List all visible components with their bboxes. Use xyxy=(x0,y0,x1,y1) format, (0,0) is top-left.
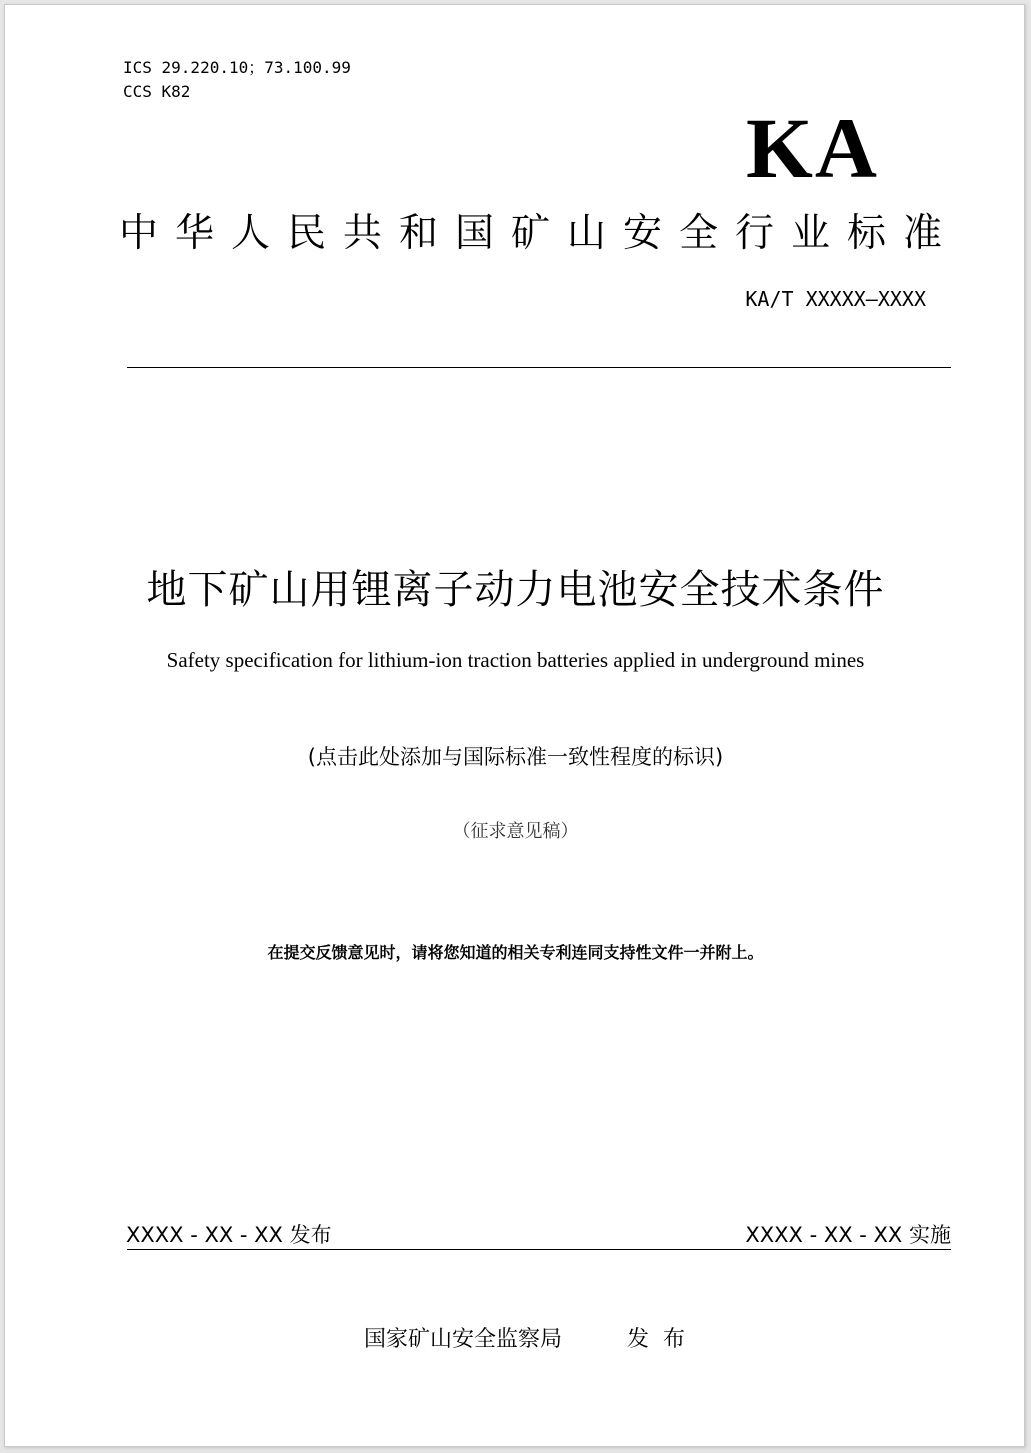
implement-date: XXXX - XX - XX 实施 xyxy=(745,1223,951,1247)
document-page xyxy=(4,4,1025,1447)
issuing-authority: 国家矿山安全监察局 xyxy=(364,1327,563,1352)
ka-logo: KA xyxy=(746,100,879,196)
standard-number: KA/T XXXXX—XXXX xyxy=(745,287,926,311)
document-title-en: Safety specification for lithium-ion traction batteries applied in underground mines xyxy=(166,648,865,672)
standard-title: 中华人民共和国矿山安全行业标准 xyxy=(119,211,960,256)
header-divider xyxy=(127,367,951,368)
draft-status: （征求意见稿） xyxy=(452,821,579,842)
issue-label: 发布 xyxy=(627,1327,700,1352)
document-title-cn: 地下矿山用锂离子动力电池安全技术条件 xyxy=(146,567,885,613)
publish-date: XXXX - XX - XX 发布 xyxy=(126,1223,332,1247)
ics-code: ICS 29.220.10；73.100.99 xyxy=(123,58,351,77)
consistency-mark[interactable]: (点击此处添加与国际标准一致性程度的标识) xyxy=(307,745,724,769)
patent-notice: 在提交反馈意见时，请将您知道的相关专利连同支持性文件一并附上。 xyxy=(267,943,764,962)
ccs-code: CCS K82 xyxy=(123,82,191,101)
footer-divider xyxy=(127,1249,951,1250)
